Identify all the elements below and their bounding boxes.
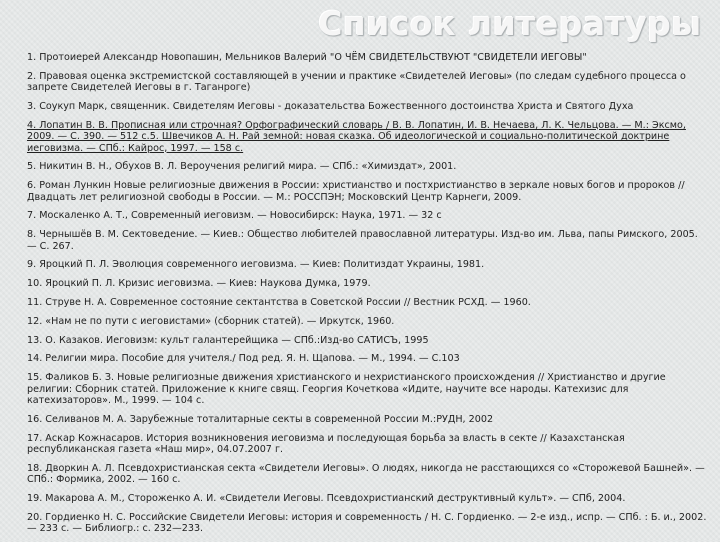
reference-item: 7. Москаленко А. Т., Современный иеговизм. — Новосибирск: Наука, 1971. — 32 с bbox=[27, 210, 442, 222]
reference-item: 6. Роман Лункин Новые религиозные движения в России: христианство и постхристианство в зеркале новых богов и пророков // Двадцать лет религиозной свободы в России. — М.: РОССПЭН; Московский Центр Карнеги, 2009. bbox=[27, 180, 685, 203]
reference-item: 9. Яроцкий П. Л. Эволюция современного иеговизма. — Киев: Политиздат Украины, 1981. bbox=[27, 259, 485, 271]
page-title: Список литературы bbox=[318, 4, 702, 43]
reference-item: 20. Гордиенко Н. С. Российские Свидетели Иеговы: история и современность / Н. С. Гордиенко. — 2-е изд., испр. — СПб. : Б. и., 2002. — 233 с. — Библиогр.: с. 232—233. bbox=[27, 511, 707, 535]
reference-item: 5. Никитин В. Н., Обухов В. Л. Вероучения религий мира. — СПб.: «Химиздат», 2001. bbox=[27, 161, 457, 173]
reference-item: 16. Селиванов М. А. Зарубежные тоталитарные секты в современной России М.:РУДН, 2002 bbox=[27, 413, 494, 425]
reference-item: 18. Дворкин А. Л. Псевдохристианская секта «Свидетели Иеговы». О людях, никогда не расстающихся со «Сторожевой Башней». — СПб.: Формика, 2002. — 160 с. bbox=[27, 462, 705, 486]
reference-item: 17. Аскар Кожнасаров. История возникновения иеговизма и последующая борьба за власть в секте // Казахстанская республиканская газета «Наш мир», 04.07.2007 г. bbox=[27, 432, 625, 455]
reference-item: 1. Протоиерей Александр Новопашин, Мельников Валерий "О ЧЁМ СВИДЕТЕЛЬСТВУЮТ "СВИДЕТЕЛИ ИЕГОВЫ" bbox=[27, 52, 587, 63]
reference-item: 3. Соукуп Марк, священник. Свидетелям Иеговы - доказательства Божественного достоинства Христа и Святого Духа bbox=[27, 101, 634, 112]
reference-item: 13. О. Казаков. Иеговизм: культ галантерейщика — СПб.:Изд-во САТИСЪ, 1995 bbox=[27, 334, 429, 346]
reference-item: 8. Чернышёв В. М. Сектоведение. — Киев.: Общество любителей православной литературы. Изд-во им. Льва, папы Римского, 2005. — С. 267. bbox=[27, 229, 698, 252]
reference-item: 4. Лопатин В. В. Прописная или строчная? Орфографический словарь / В. В. Лопатин, И. В. Нечаева, Л. К. Чельцова. — М.: Эксмо, 2009. — С. 390. — 512 с.5. Швечиков А. Н. Рай земной: новая сказка. Об идеологической и социально-политической доктрине иеговизма. — СПб.: Кайрос, 1997. — 158 с. bbox=[27, 119, 686, 154]
reference-item: 10. Яроцкий П. Л. Кризис иеговизма. — Киев: Наукова Думка, 1979. bbox=[27, 278, 371, 290]
reference-item: 19. Макарова А. М., Стороженко А. И. «Свидетели Иеговы. Псевдохристианский деструктивный культ». — СПб, 2004. bbox=[27, 493, 626, 504]
reference-item: 14. Религии мира. Пособие для учителя./ Под ред. Я. Н. Щапова. — М., 1994. — С.103 bbox=[27, 353, 460, 365]
reference-list bbox=[27, 52, 707, 542]
reference-item: 11. Струве Н. А. Современное состояние сектантства в Советской России // Вестник РСХД. — 1960. bbox=[27, 297, 531, 308]
reference-item: 15. Фаликов Б. З. Новые религиозные движения христианского и нехристианского происхождения // Христианство и другие религии: Сборник статей. Приложение к книге свящ. Георгия Кочеткова «Идите, научите все народы. Катехизис для катехизаторов». М., 1999. — 104 с. bbox=[27, 372, 666, 406]
reference-item: 2. Правовая оценка экстремистской составляющей в учении и практике «Свидетелей Иеговы» (по следам судебного процесса о запрете Свидетелей Иеговы в г. Таганроге) bbox=[27, 70, 686, 94]
reference-item: 12. «Нам не по пути с иеговистами» (сборник статей). — Иркутск, 1960. bbox=[27, 315, 395, 327]
